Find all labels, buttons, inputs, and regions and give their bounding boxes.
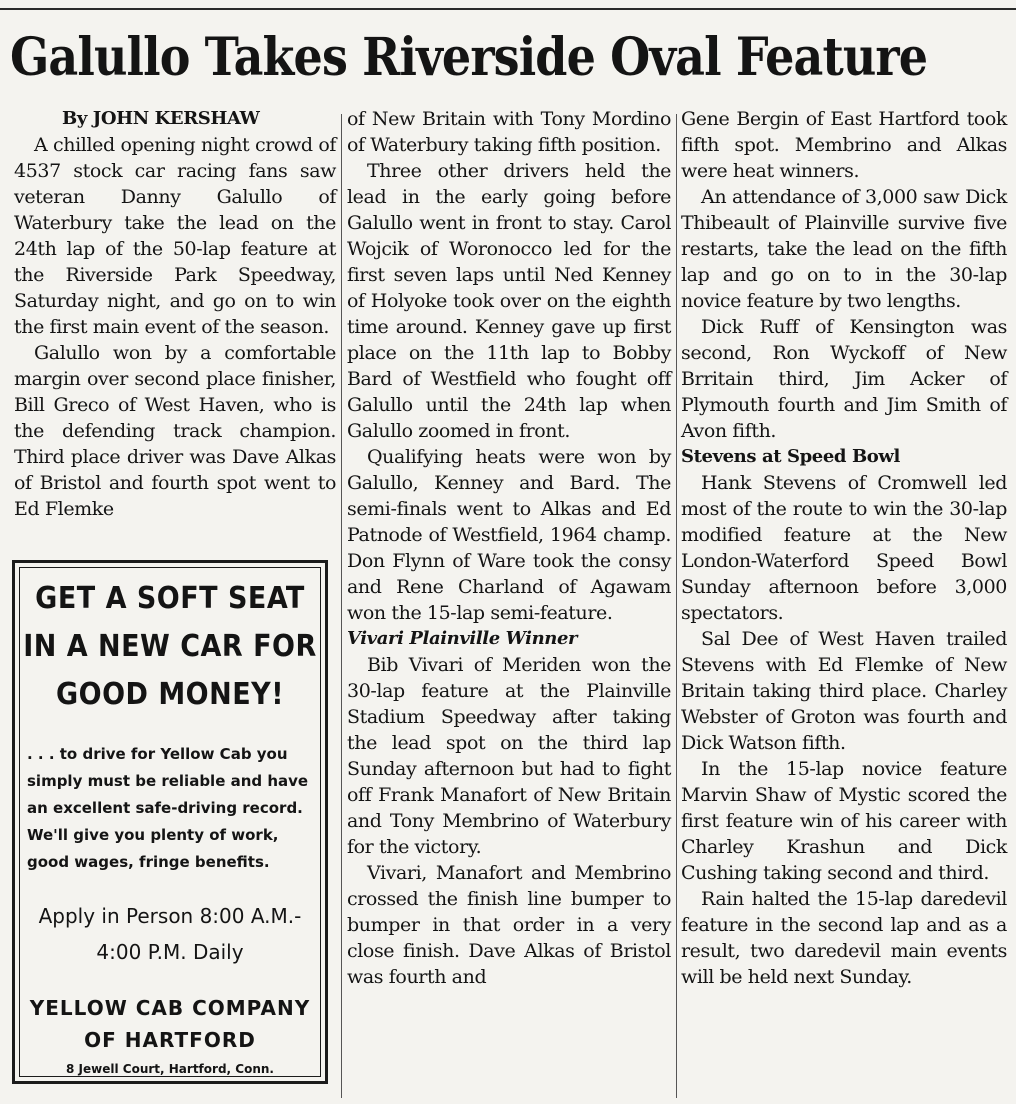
paragraph: Qualifying heats were won by Galullo, Kenney and Bard. The semi-finals went to Alkas and Ed Patnode of Westfield, 1964 champ. Don Flynn of Ware took the consy and Rene Charland of Agawam won the 15-lap semi-feature. (347, 446, 671, 624)
article-column-1 (14, 106, 336, 522)
headline: Galullo Takes Riverside Oval Feature (10, 27, 928, 88)
subhead-stevens: Stevens at Speed Bowl (681, 446, 900, 467)
article-column-3 (681, 106, 1007, 990)
ad-headline-line: IN A NEW CAR FOR (23, 629, 317, 664)
article-column-2 (347, 106, 671, 990)
ad-apply-line: Apply in Person 8:00 A.M.- (38, 904, 302, 928)
ad-headline (15, 575, 325, 719)
paragraph: A chilled opening night crowd of 4537 stock car racing fans saw veteran Danny Galullo of Waterbury take the lead on the 24th lap of the 50-lap feature at the Riverside Park Speedway, Saturday night, and go on to win the first main event of the season. (14, 134, 336, 338)
paragraph: Hank Stevens of Cromwell led most of the route to win the 30-lap modified feature at the New London-Waterford Speed Bowl Sunday afternoon before 3,000 spectators. (681, 472, 1007, 624)
paragraph: Dick Ruff of Kensington was second, Ron Wyckoff of New Brritain third, Jim Acker of Plymouth fourth and Jim Smith of Avon fifth. (681, 316, 1007, 442)
top-rule (0, 8, 1016, 10)
column-rule (341, 114, 342, 1098)
ad-headline-line: GET A SOFT SEAT (35, 581, 305, 616)
paragraph-continued: of New Britain with Tony Mordino of Waterbury taking fifth position. (347, 108, 671, 156)
ad-company-name (15, 992, 325, 1056)
yellow-cab-advertisement (12, 560, 328, 1084)
paragraph: Sal Dee of West Haven trailed Stevens with Ed Flemke of New Britain taking third place. Charley Webster of Groton was fourth and Dick Watson fifth. (681, 628, 1007, 754)
paragraph: Rain halted the 15-lap daredevil feature in the second lap and as a result, two daredevil main events will be held next Sunday. (681, 888, 1007, 988)
paragraph: Galullo won by a comfortable margin over second place finisher, Bill Greco of West Haven, who is the defending track champion. Third place driver was Dave Alkas of Bristol and fourth spot went to Ed Flemke (14, 342, 336, 520)
paragraph: Bib Vivari of Meriden won the 30-lap feature at the Plainville Stadium Speedway after taking the lead spot on the third lap Sunday afternoon but had to fight off Frank Manafort of New Britain and Tony Membrino of Waterbury for the victory. (347, 654, 671, 858)
subhead-vivari: Vivari Plainville Winner (347, 628, 578, 649)
ad-headline-line: GOOD MONEY! (55, 677, 284, 712)
byline: By JOHN KERSHAW (62, 108, 260, 129)
column-rule (676, 114, 677, 1098)
ad-apply-line: 4:00 P.M. Daily (96, 940, 244, 964)
paragraph: Three other drivers held the lead in the early going before Galullo went in front to stay. Carol Wojcik of Woronocco led for the first seven laps until Ned Kenney of Holyoke took over on the eighth time around. Kenney gave up first place on the 11th lap to Bobby Bard of Westfield who fought off Galullo until the 24th lap when Galullo zoomed in front. (347, 160, 671, 442)
paragraph: In the 15-lap novice feature Marvin Shaw of Mystic scored the first feature win of his career with Charley Krashun and Dick Cushing taking second and third. (681, 758, 1007, 884)
paragraph-continued: Gene Bergin of East Hartford took fifth spot. Membrino and Alkas were heat winners. (681, 108, 1007, 182)
ad-company-line: OF HARTFORD (84, 1028, 256, 1052)
paragraph: Vivari, Manafort and Membrino crossed the finish line bumper to bumper in that order in a very close finish. Dave Alkas of Bristol was fourth and (347, 862, 671, 988)
ad-body-text: . . . to drive for Yellow Cab you simply must be reliable and have an excellent safe-driving record. We'll give you plenty of work, good wages, fringe benefits. (27, 745, 309, 871)
ad-company-line: YELLOW CAB COMPANY (29, 996, 311, 1020)
paragraph: An attendance of 3,000 saw Dick Thibeault of Plainville survive five restarts, take the lead on the fifth lap and go on to in the 30-lap novice feature by two lengths. (681, 186, 1007, 312)
ad-address: 8 Jewell Court, Hartford, Conn. (66, 1062, 274, 1076)
ad-apply-hours (15, 898, 325, 970)
